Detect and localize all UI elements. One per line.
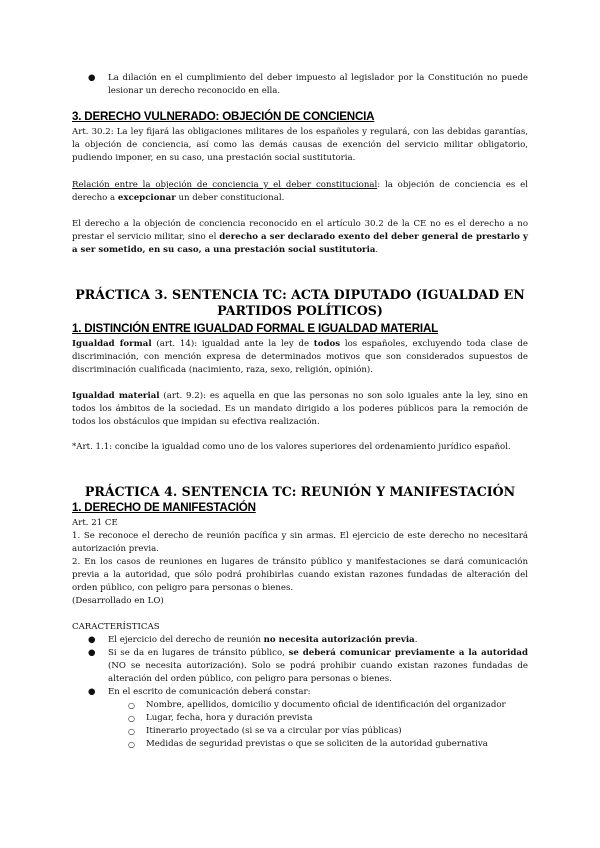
bullet-icon: ● — [88, 73, 96, 83]
sub-item-text: Itinerario proyectado (si se va a circular por vías públicas) — [146, 726, 402, 736]
hollow-bullet-icon: ○ — [128, 740, 135, 749]
bullet-text: En el escrito de comunicación deberá constar: — [108, 687, 311, 697]
practice-title: PRÁCTICA 4. SENTENCIA TC: REUNIÓN Y MANIFESTACIÓN — [84, 484, 516, 499]
paragraph-igualdad-material: Igualdad material (art. 9.2): es aquella en que las personas no son solo iguales ante la ley, sino en todos los ámbitos de la sociedad. Es un mandato dirigido a los poderes públicos para la remoción de todos los obstáculos que impidan su efectiva realización. — [72, 391, 528, 427]
paragraph-igualdad-formal: Igualdad formal (art. 14): igualdad ante la ley de todos los españoles, excluyendo toda clase de discriminación, con mención expresa de determinados motivos que son considerados supuestos de discriminación cualificada (nacimiento, raza, sexo, religión, opinión). — [72, 339, 528, 375]
section-heading: 3. DERECHO VULNERADO: OBJECIÓN DE CONCIENCIA — [72, 110, 375, 123]
paragraph-derecho: El derecho a la objeción de conciencia reconocido en el artículo 30.2 de la CE no es el derecho a no prestar el servicio militar, sino el derecho a ser declarado exento del deber general de prestarlo y a ser sometido, en su caso, a una prestación social sustitutoria. — [72, 219, 528, 255]
bullet-icon: ● — [88, 635, 96, 645]
section-heading: 1. DERECHO DE MANIFESTACIÓN — [72, 501, 256, 514]
characteristics-heading: CARACTERÍSTICAS — [72, 622, 160, 632]
hollow-bullet-icon: ○ — [128, 701, 135, 710]
bullet-text: Si se da en lugares de tránsito público, se deberá comunicar previamente a la autoridad (NO se necesita autorización). Solo se podrá prohibir cuando existan razones fundadas de alteración del orden público, con peligro para personas o bienes. — [108, 648, 528, 684]
art-reference: Art. 21 CE — [72, 518, 118, 528]
hollow-bullet-icon: ○ — [128, 727, 135, 736]
note-art-1-1: *Art. 1.1: concibe la igualdad como uno de los valores superiores del ordenamiento jurídico español. — [72, 442, 511, 452]
bullet-text: La dilación en el cumplimiento del deber impuesto al legislador por la Constitución no puede lesionar un derecho reconocido en ella. — [108, 73, 528, 96]
hollow-bullet-icon: ○ — [128, 714, 135, 723]
bullet-text: El ejercicio del derecho de reunión no necesita autorización previa. — [108, 635, 418, 645]
sub-item-text: Medidas de seguridad previstas o que se soliciten de la autoridad gubernativa — [146, 739, 488, 749]
sub-item-text: Nombre, apellidos, domicilio y documento oficial de identificación del organizador — [146, 700, 506, 710]
relacion-label: Relación entre la objeción de conciencia y el deber constitucional — [72, 180, 378, 190]
developed-note: (Desarrollado en LO) — [72, 596, 164, 606]
practice-title: PRÁCTICA 3. SENTENCIA TC: ACTA DIPUTADO (IGUALDAD EN PARTIDOS POLÍTICOS) — [75, 287, 525, 318]
section-heading: 1. DISTINCIÓN ENTRE IGUALDAD FORMAL E IGUALDAD MATERIAL — [72, 322, 439, 335]
paragraph-relacion: Relación entre la objeción de conciencia y el deber constitucional: la objeción de conciencia es el derecho a excepcionar un deber constitucional. — [72, 180, 528, 203]
paragraph-art21-1: 1. Se reconoce el derecho de reunión pacífica y sin armas. El ejercicio de este derecho no necesitará autorización previa. — [72, 531, 528, 554]
paragraph-art-30-2: Art. 30.2: La ley fijará las obligaciones militares de los españoles y regulará, con las debidas garantías, la objeción de conciencia, así como las demás causas de exención del servicio militar obligatorio, pudiendo imponer, en su caso, una prestación social sustitutoria. — [72, 127, 528, 163]
sub-item-text: Lugar, fecha, hora y duración prevista — [146, 713, 313, 723]
paragraph-art21-2: 2. En los casos de reuniones en lugares de tránsito público y manifestaciones se dará comunicación previa a la autoridad, que sólo podrá prohibirlas cuando existan razones fundadas de alteración del orden público, con peligro para personas o bienes. — [72, 557, 528, 593]
bullet-icon: ● — [88, 648, 96, 658]
bullet-icon: ● — [88, 687, 96, 697]
